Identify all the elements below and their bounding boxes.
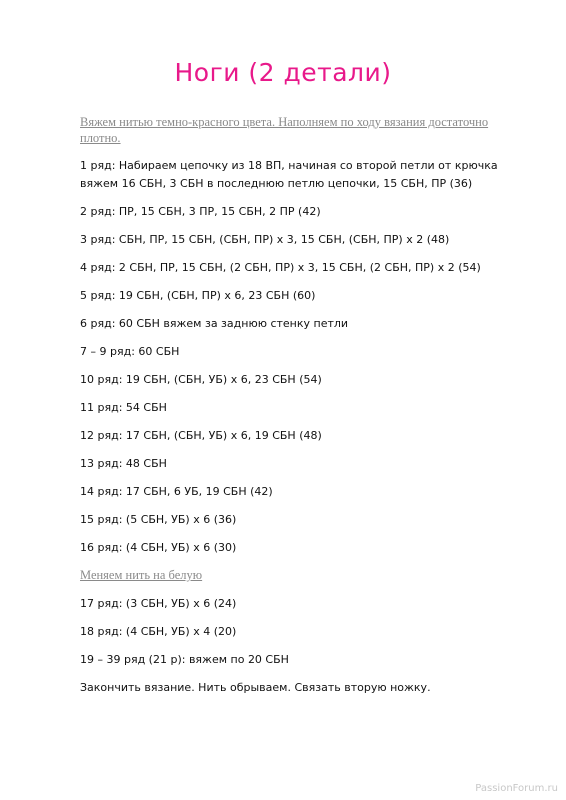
row-instruction: 7 – 9 ряд: 60 СБН xyxy=(80,345,180,358)
row-instruction: 6 ряд: 60 СБН вяжем за заднюю стенку петли xyxy=(80,317,349,330)
row-instruction: 2 ряд: ПР, 15 СБН, 3 ПР, 15 СБН, 2 ПР (42) xyxy=(80,205,321,218)
row-instruction: 14 ряд: 17 СБН, 6 УБ, 19 СБН (42) xyxy=(80,485,273,498)
finishing-instruction: Закончить вязание. Нить обрываем. Связать вторую ножку. xyxy=(80,681,431,694)
row-instruction: 13 ряд: 48 СБН xyxy=(80,457,167,470)
row-instruction: 3 ряд: СБН, ПР, 15 СБН, (СБН, ПР) х 3, 15 СБН, (СБН, ПР) х 2 (48) xyxy=(80,233,450,246)
row-instruction: 12 ряд: 17 СБН, (СБН, УБ) х 6, 19 СБН (48) xyxy=(80,429,322,442)
row-instruction: 4 ряд: 2 СБН, ПР, 15 СБН, (2 СБН, ПР) х 3, 15 СБН, (2 СБН, ПР) х 2 (54) xyxy=(80,261,481,274)
page-title: Ноги (2 детали) xyxy=(174,58,392,87)
row-instruction: 16 ряд: (4 СБН, УБ) х 6 (30) xyxy=(80,541,237,554)
intro-note: Вяжем нитью темно-красного цвета. Наполняем по ходу вязания достаточно плотно. xyxy=(80,115,489,145)
row-instruction: 18 ряд: (4 СБН, УБ) х 4 (20) xyxy=(80,625,237,638)
row-instruction: 10 ряд: 19 СБН, (СБН, УБ) х 6, 23 СБН (54) xyxy=(80,373,322,386)
row-instruction: 17 ряд: (3 СБН, УБ) х 6 (24) xyxy=(80,597,237,610)
watermark: PassionForum.ru xyxy=(475,783,558,794)
row-instruction: 15 ряд: (5 СБН, УБ) х 6 (36) xyxy=(80,513,237,526)
color-change-note: Меняем нить на белую xyxy=(80,568,203,582)
row-instruction: 1 ряд: Набираем цепочку из 18 ВП, начиная со второй петли от крючка вяжем 16 СБН, 3 СБН в последнюю петлю цепочки, 15 СБН, ПР (36) xyxy=(80,159,498,190)
row-instruction: 5 ряд: 19 СБН, (СБН, ПР) х 6, 23 СБН (60) xyxy=(80,289,316,302)
row-instruction: 11 ряд: 54 СБН xyxy=(80,401,167,414)
row-instruction: 19 – 39 ряд (21 р): вяжем по 20 СБН xyxy=(80,653,289,666)
